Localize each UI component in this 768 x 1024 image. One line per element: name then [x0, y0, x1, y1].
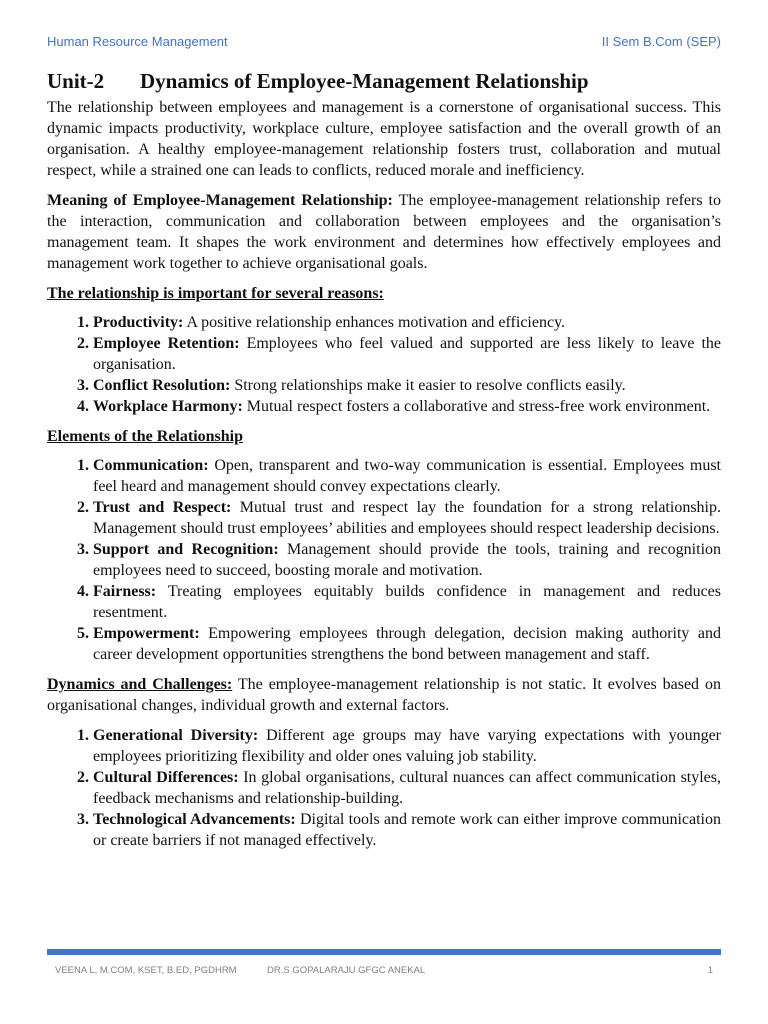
importance-heading: The relationship is important for several reasons: — [47, 285, 384, 302]
list-item: 2. Cultural Differences: In global organisations, cultural nuances can affect communication styles, feedback mechanisms and relationship-building. — [93, 767, 721, 809]
dynamics-label: Dynamics and Challenges: — [47, 676, 233, 693]
header-semester: II Sem B.Com (SEP) — [601, 34, 721, 49]
list-item: 5. Empowerment: Empowering employees through delegation, decision making authority and career development opportunities strengthens the bond between management and staff. — [93, 623, 721, 665]
list-item: 4. Fairness: Treating employees equitably builds confidence in management and reduces resentment. — [93, 581, 721, 623]
list-item: 1. Generational Diversity: Different age groups may have varying expectations with younger employees prioritizing flexibility and older ones valuing job stability. — [93, 725, 721, 767]
dynamics-list — [47, 725, 721, 851]
header-subject: Human Resource Management — [47, 34, 228, 49]
list-item: 3. Conflict Resolution: Strong relationships make it easier to resolve conflicts easily. — [93, 375, 721, 396]
list-item: 2. Trust and Respect: Mutual trust and respect lay the foundation for a strong relationship. Management should trust employees’ abilities and employees should respect leadership decisions. — [93, 497, 721, 539]
dynamics-text: The employee-management relationship is not static. It evolves based on organisational changes, individual growth and external factors. — [47, 676, 721, 714]
meaning-label: Meaning of Employee-Management Relationship: — [47, 192, 393, 209]
title-text: Dynamics of Employee-Management Relationship — [140, 69, 589, 93]
elements-list — [47, 455, 721, 665]
document-body — [47, 68, 721, 860]
list-item: 4. Workplace Harmony: Mutual respect fosters a collaborative and stress-free work environment. — [93, 396, 721, 417]
meaning-text: The employee-management relationship refers to the interaction, communication and collaboration between employees and the organisation’s management team. It shapes the work environment and determines how effectively employees and management work together to achieve organisational goals. — [47, 192, 721, 272]
list-item: 3. Support and Recognition: Management should provide the tools, training and recognition employees need to succeed, boosting morale and motivation. — [93, 539, 721, 581]
importance-list — [47, 312, 721, 417]
unit-label: Unit-2 — [47, 69, 105, 93]
page-title — [47, 68, 721, 94]
list-item: 1. Communication: Open, transparent and two-way communication is essential. Employees must feel heard and management should convey expectations clearly. — [93, 455, 721, 497]
list-item: 1. Productivity: A positive relationship enhances motivation and efficiency. — [93, 312, 721, 333]
intro-paragraph: The relationship between employees and management is a cornerstone of organisational success. This dynamic impacts productivity, workplace culture, employee satisfaction and the overall growth of an organisation. A healthy employee-management relationship fosters trust, collaboration and mutual respect, while a strained one can leads to conflicts, reduced morale and inefficiency. — [47, 99, 721, 179]
footer-college: DR.S GOPALARAJU GFGC ANEKAL — [267, 965, 426, 976]
footer-divider — [47, 949, 721, 955]
meaning-paragraph — [47, 190, 721, 274]
page-header — [47, 34, 721, 52]
page-number: 1 — [707, 965, 713, 976]
list-item: 2. Employee Retention: Employees who feel valued and supported are less likely to leave the organisation. — [93, 333, 721, 375]
dynamics-paragraph — [47, 674, 721, 716]
elements-heading: Elements of the Relationship — [47, 428, 243, 445]
list-item: 3. Technological Advancements: Digital tools and remote work can either improve communication or create barriers if not managed effectively. — [93, 809, 721, 851]
footer-author: VEENA L, M.COM, KSET, B.ED, PGDHRM — [55, 965, 237, 976]
